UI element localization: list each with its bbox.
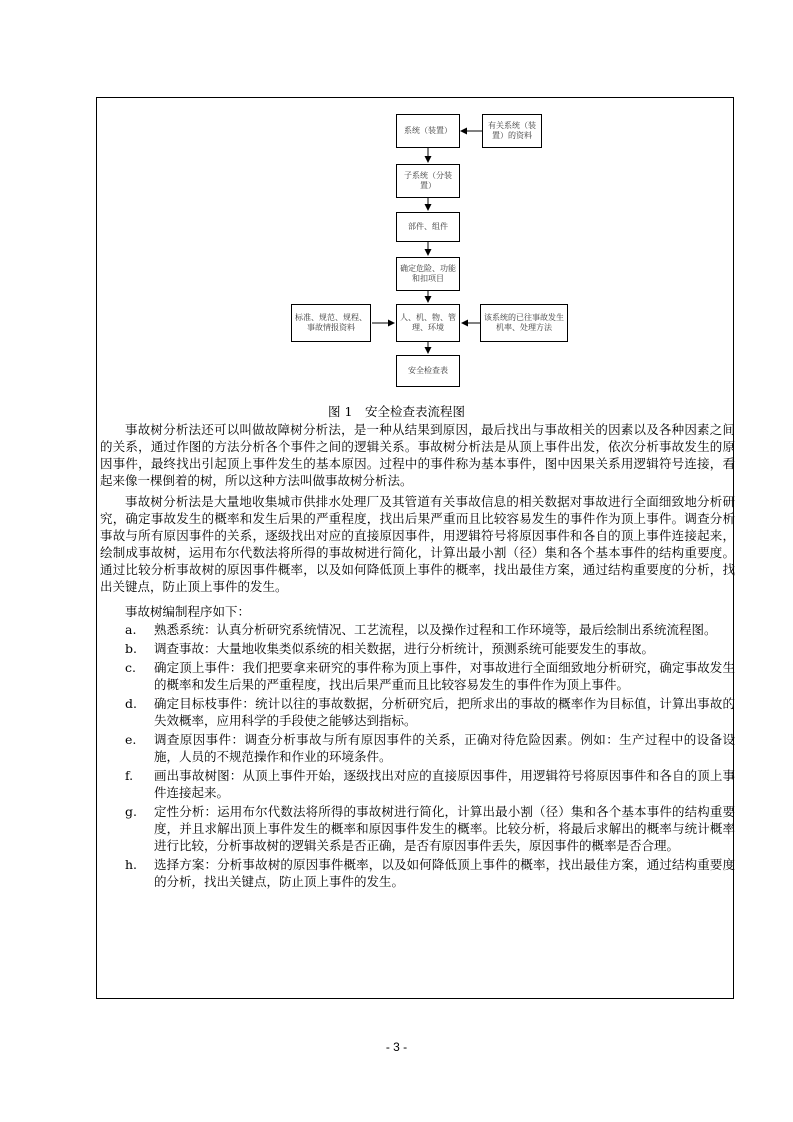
list-item <box>100 640 735 657</box>
list-marker: g. <box>125 804 137 819</box>
figure-caption: 图 1 安全检查表流程图 <box>328 404 465 419</box>
list-marker: h. <box>125 857 138 872</box>
list-item <box>100 659 735 693</box>
list-item-text: 定性分析：运用布尔代数法将所得的事故树进行简化，计算出最小割（径）集和各个基本事件的结构重要度，并且求解出顶上事件发生的概率和原因事件发生的概率。比较分析，将最后求解出的概率与统计概率进行比较，分析事故树的逻辑关系是否正确，是否有原因事件丢失，原因事件的概率是否合理。 <box>154 804 735 853</box>
list-item-text: 熟悉系统：认真分析研究系统情况、工艺流程，以及操作过程和工作环境等，最后绘制出系统流程图。 <box>154 622 717 637</box>
list-item <box>100 803 735 854</box>
list-item-text: 选择方案：分析事故树的原因事件概率，以及如何降低顶上事件的概率，找出最佳方案，通过结构重要度的分析，找出关键点，防止顶上事件的发生。 <box>154 857 735 889</box>
flow-box-related-data: 有关系统（装置）的资料 <box>482 114 542 148</box>
list-marker: c. <box>125 660 136 675</box>
list-item-text: 确定目标枝事件：统计以往的事故数据，分析研究后，把所求出的事故的概率作为目标值，计算出事故的失效概率，应用科学的手段使之能够达到指标。 <box>154 696 735 728</box>
flow-box-factors: 人、机、物、管理、环境 <box>396 304 460 342</box>
paragraph-fault-tree-method: 事故树分析法是大量地收集城市供排水处理厂及其管道有关事故信息的相关数据对事故进行全面细致地分析研究，确定事故发生的概率和发生后果的严重程度，找出后果严重而且比较容易发生的事件作为顶上事件。调查分析事故与所有原因事件的关系，逐级找出对应的直接原因事件，用逻辑符号将原因事件和各自的顶上事件连接起来，绘制成事故树，运用布尔代数法将所得的事故树进行简化，计算出最小割（径）集和各个基本事件的结构重要度。通过比较分析事故树的原因事件概率，以及如何降低顶上事件的概率，找出最佳方案，通过结构重要度的分析，找出关键点，防止顶上事件的发生。 <box>100 494 735 594</box>
paragraph-procedure-heading: 事故树编制程序如下： <box>125 604 251 619</box>
flow-box-accident-analysis: 该系统的已往事故发生机率、处理方法 <box>480 304 568 342</box>
list-item-text: 确定顶上事件：我们把要拿来研究的事件称为顶上事件，对事故进行全面细致地分析研究，确定事故发生的概率和发生后果的严重程度，找出后果严重而且比较容易发生的事件作为顶上事件。 <box>154 660 735 692</box>
list-item <box>100 767 735 801</box>
flow-box-system: 系统（装置） <box>396 114 460 148</box>
list-marker: b. <box>125 641 137 656</box>
list-item <box>100 621 735 638</box>
list-marker: f. <box>125 768 134 783</box>
list-item <box>100 856 735 890</box>
list-marker: e. <box>125 732 137 747</box>
list-marker: a. <box>125 622 137 637</box>
flow-box-checklist: 安全检查表 <box>396 355 460 387</box>
list-marker: d. <box>125 696 137 711</box>
flow-box-parts: 部件、组件 <box>396 212 460 242</box>
page-number: - 3 - <box>385 1040 408 1054</box>
procedure-steps-list <box>100 621 735 892</box>
list-item-text: 调查原因事件：调查分析事故与所有原因事件的关系，正确对待危险因素。例如：生产过程中的设备设施，人员的不规范操作和作业的环境条件。 <box>154 732 735 764</box>
paragraph-fault-tree-intro: 事故树分析法还可以叫做故障树分析法，是一种从结果到原因，最后找出与事故相关的因素以及各种因素之间的关系，通过作图的方法分析各个事件之间的逻辑关系。事故树分析法是从顶上事件出发，依次分析事故发生的原因事件，最终找出引起顶上事件发生的基本原因。过程中的事件称为基本事件，图中因果关系用逻辑符号连接，看起来像一棵倒着的树，所以这种方法叫做事故树分析法。 <box>100 422 735 488</box>
flow-box-subsystem: 子系统（分装置） <box>396 164 460 198</box>
flow-box-standards: 标准、规范、规程、事故情报资料 <box>291 304 371 342</box>
list-item-text: 调查事故：大量地收集类似系统的相关数据，进行分析统计，预测系统可能要发生的事故。 <box>154 641 655 656</box>
list-item-text: 画出事故树图：从顶上事件开始，逐级找出对应的直接原因事件，用逻辑符号将原因事件和各自的顶上事件连接起来。 <box>154 768 735 800</box>
list-item <box>100 695 735 729</box>
flow-box-potential-hazards: 确定危险、功能和扣项目 <box>396 257 460 291</box>
safety-checklist-flowchart <box>0 0 793 400</box>
list-item <box>100 731 735 765</box>
